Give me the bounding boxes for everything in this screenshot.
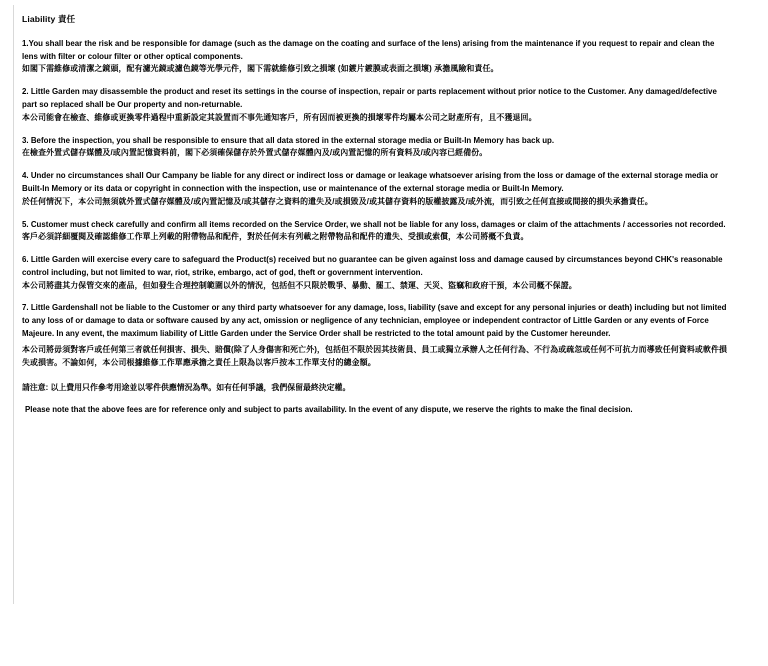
clause-5-text-en: 5. Customer must check carefully and confirm all items recorded on the Service Order, we shall not be liable for any loss, damages or claim of the attachments / accessories not recorded. (22, 219, 726, 229)
page-left-rule (13, 5, 14, 604)
clause-5 (22, 219, 728, 245)
clause-4 (22, 170, 728, 208)
clause-7 (22, 302, 728, 369)
clause-3-text-zh: 在檢查外置式儲存媒體及/或內置記憶資料前，閣下必須確保儲存於外置式儲存媒體內及/或內置記憶的所有資料及/或內容已經備份。 (22, 148, 488, 158)
clause-3-text-en: 3. Before the inspection, you shall be responsible to ensure that all data stored in the external storage media or Built-In Memory has back up. (22, 135, 555, 145)
clause-1-text-en: 1.You shall bear the risk and be responsible for damage (such as the damage on the coating and surface of the lens) arising from the maintenance if you request to repair and clean the lens with filter or colour filter or other optical components. (22, 38, 715, 61)
clause-2 (22, 86, 728, 124)
clause-1-text-zh: 如閣下需維修或清潔之鏡頭，配有濾光鏡或濾色鏡等光學元件，閣下需就維修引致之損壞 (如鍍片鍍膜或表面之損壞) 承擔風險和責任。 (22, 64, 499, 74)
clause-4-text-en: 4. Under no circumstances shall Our Campany be liable for any direct or indirect loss or damage or leakage whatsoever arising from the loss or damage of the external storage media or Built-In Memory or its data or copyright in connection with the inspection, use or maintenance of the external storage media or Built-In Memory. (22, 171, 719, 193)
clause-7-text-en: 7. Little Gardenshall not be liable to the Customer or any third party whatsoever for any damage, loss, liability (save and except for any personal injuries or death) including but not limited to any loss of or damage to data or software caused by any act, omission or negligence of any technician, employee or independent contractor of Little Garden or any events of Force Majeure. In any event, the maximum liability of Little Garden under the Service Order shall be restricted to the total amount paid by the Customer hereunder. (22, 303, 727, 339)
clause-5-text-zh: 客戶必須詳細覆閱及確認維修工作單上列載的附帶物品和配件，對於任何未有列載之附帶物品和配件的遺失、受損或索償，本公司將概不負責。 (22, 232, 529, 242)
clause-3 (22, 135, 728, 161)
final-note-zh: 請注意: 以上費用只作參考用途並以零件供應情況為準。如有任何爭議，我們保留最終決定權。 (22, 383, 351, 393)
clause-1 (22, 38, 728, 76)
clause-6 (22, 254, 728, 292)
clause-2-text-zh: 本公司能會在檢查、維修或更換零件過程中重新設定其設置而不事先通知客戶，所有因而被更換的損壞零件均屬本公司之財產所有，且不獲退回。 (22, 112, 537, 122)
clause-2-text-en: 2. Little Garden may disassemble the product and reset its settings in the course of inspection, repair or parts replacement without prior notice to the Customer. Any damaged/defective part so replaced shall be Our property and non-returnable. (22, 87, 717, 109)
clause-6-text-en: 6. Little Garden will exercise every care to safeguard the Product(s) received but no guarantee can be given against loss and damage caused by circumstances beyond CHK's reasonable control including, but not limited to war, riot, strike, embargo, act of god, theft or government intervention. (22, 255, 723, 277)
clause-7-text-zh: 本公司將毋須對客戶或任何第三者就任何損害、損失、賠償(除了人身傷害和死亡外)，包括但不限於因其技術員、員工或獨立承辦人之任何行為、不行為或疏忽或任何不可抗力而導致任何資料或軟件損失或損害。不論如何，本公司根據維修工作單應承擔之責任上限為以客戶按本工作單支付的總金額。 (22, 344, 728, 367)
final-note (22, 382, 728, 417)
page-title: Liability 責任 (22, 14, 76, 24)
final-note-en: Please note that the above fees are for reference only and subject to parts availability. In the event of any dispute, we reserve the rights to make the final decision. (25, 405, 633, 415)
clause-4-text-zh: 於任何情況下，本公司無須就外置式儲存媒體及/或內置記憶及/或其儲存之資料的遺失及/或損毀及/或其儲存資料的版權披露及/或外流，而引致之任何直接或間接的損失承擔責任。 (22, 196, 653, 206)
clause-6-text-zh: 本公司將盡其力保管交來的產品，但如發生合理控制範圍以外的情況，包括但不只限於戰爭、暴動、罷工、禁運、天災、盜竊和政府干預，本公司概不保證。 (22, 280, 577, 290)
